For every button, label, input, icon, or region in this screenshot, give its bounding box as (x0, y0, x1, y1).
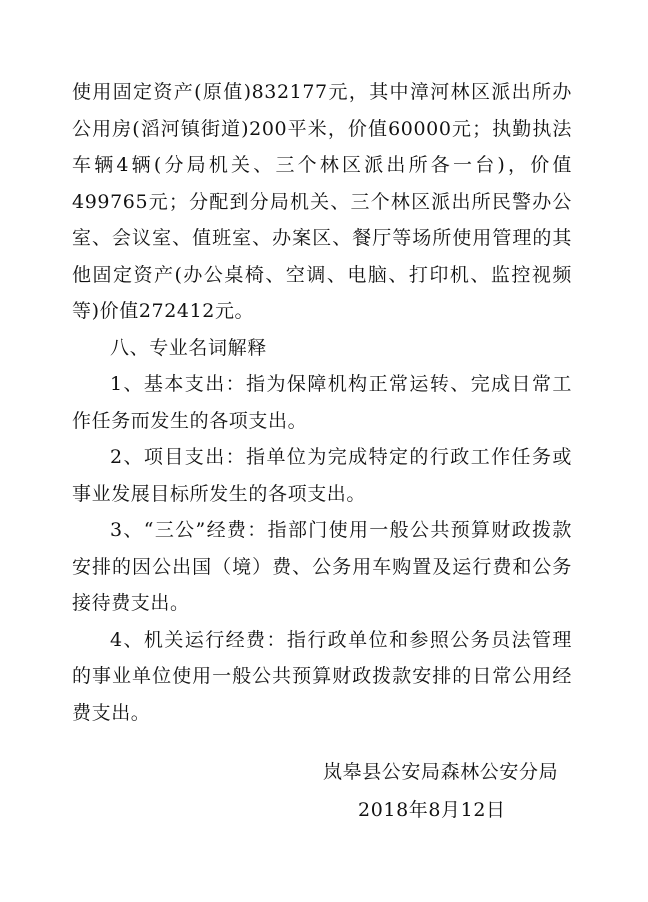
intro-paragraph: 使用固定资产(原值)832177元，其中漳河林区派出所办公用房(滔河镇街道)200平米，价值60000元；执勤执法车辆4辆(分局机关、三个林区派出所各一台)，价值499765元；分配到分局机关、三个林区派出所民警办公室、会议室、值班室、办案区、餐厅等场所使用管理的其他固定资产(办公桌椅、空调、电脑、打印机、监控视频等)价值272412元。 (72, 81, 572, 322)
document-body (72, 74, 572, 731)
definition-project-expenditure: 2、项目支出：指单位为完成特定的行政工作任务或事业发展目标所发生的各项支出。 (72, 446, 572, 505)
definition-three-public-funds: 3、“三公”经费：指部门使用一般公共预算财政拨款安排的因公出国（境）费、公务用车购置及运行费和公务接待费支出。 (72, 519, 572, 614)
section-heading: 八、专业名词解释 (110, 336, 267, 359)
signature-organization: 岚皋县公安局森林公安分局 (323, 761, 559, 783)
signature-date: 2018年8月12日 (358, 799, 506, 821)
definition-operating-funds: 4、机关运行经费：指行政单位和参照公务员法管理的事业单位使用一般公共预算财政拨款安排的日常公用经费支出。 (72, 628, 572, 724)
definition-basic-expenditure: 1、基本支出：指为保障机构正常运转、完成日常工作任务而发生的各项支出。 (72, 373, 572, 432)
